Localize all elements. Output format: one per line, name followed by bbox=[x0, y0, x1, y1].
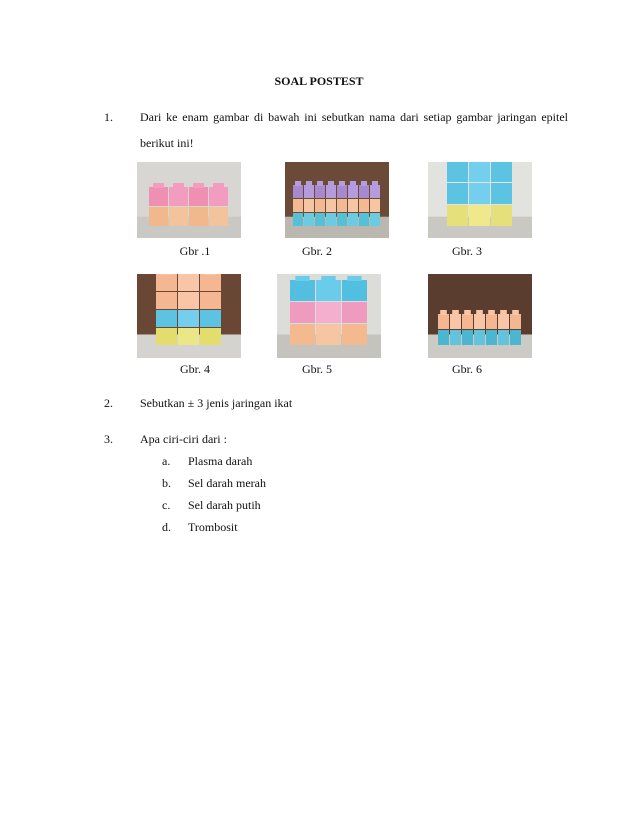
block-brick bbox=[304, 213, 314, 226]
block-brick bbox=[337, 213, 347, 226]
block-stud bbox=[204, 274, 216, 275]
sub-item-d-letter: d. bbox=[162, 520, 171, 534]
block-brick bbox=[469, 183, 490, 204]
block-stud bbox=[295, 181, 301, 186]
block-brick bbox=[169, 187, 188, 206]
block-brick bbox=[510, 330, 521, 345]
block-brick bbox=[315, 213, 325, 226]
page-title: SOAL POSTEST bbox=[274, 74, 364, 88]
block-stud bbox=[339, 181, 345, 186]
sub-item-b-text: Sel darah merah bbox=[188, 476, 266, 490]
sub-item-b-letter: b. bbox=[162, 476, 171, 490]
block-brick bbox=[293, 199, 303, 212]
sub-item-a-text: Plasma darah bbox=[188, 454, 253, 468]
block-brick bbox=[293, 185, 303, 198]
block-brick bbox=[293, 213, 303, 226]
block-brick bbox=[156, 310, 177, 327]
block-stud bbox=[306, 181, 312, 186]
question-1-text-line2: berikut ini! bbox=[140, 136, 194, 150]
block-brick bbox=[189, 207, 208, 226]
sub-item-a-letter: a. bbox=[162, 454, 171, 468]
question-2-text: Sebutkan ± 3 jenis jaringan ikat bbox=[140, 396, 293, 410]
block-brick bbox=[200, 328, 221, 345]
block-brick bbox=[178, 310, 199, 327]
block-brick bbox=[486, 330, 497, 345]
block-brick bbox=[447, 183, 468, 204]
question-1-number: 1. bbox=[104, 110, 113, 124]
block-stud bbox=[347, 276, 361, 281]
block-brick bbox=[290, 280, 315, 301]
block-brick bbox=[149, 207, 168, 226]
block-brick bbox=[450, 330, 461, 345]
block-brick bbox=[510, 314, 521, 329]
block-brick bbox=[359, 213, 369, 226]
block-stack-photo bbox=[137, 162, 241, 238]
sub-item-c-letter: c. bbox=[162, 498, 171, 512]
block-stud bbox=[452, 310, 459, 315]
block-stud bbox=[153, 183, 164, 188]
block-brick bbox=[315, 199, 325, 212]
block-brick bbox=[491, 205, 512, 226]
figure-2-image bbox=[285, 162, 389, 238]
block-brick bbox=[316, 324, 341, 345]
block-stud bbox=[361, 181, 367, 186]
block-stud bbox=[488, 310, 495, 315]
block-brick bbox=[498, 314, 509, 329]
block-brick bbox=[290, 324, 315, 345]
sub-item-d-text: Trombosit bbox=[188, 520, 238, 534]
question-3-number: 3. bbox=[104, 432, 113, 446]
block-brick bbox=[326, 185, 336, 198]
figure-3-caption: Gbr. 3 bbox=[452, 244, 482, 258]
block-brick bbox=[156, 274, 177, 291]
block-brick bbox=[370, 213, 380, 226]
block-brick bbox=[200, 310, 221, 327]
block-brick bbox=[348, 199, 358, 212]
block-brick bbox=[326, 199, 336, 212]
block-brick bbox=[438, 314, 449, 329]
block-brick bbox=[200, 274, 221, 291]
block-brick bbox=[149, 187, 168, 206]
figure-2-caption: Gbr. 2 bbox=[302, 244, 332, 258]
block-stud bbox=[464, 310, 471, 315]
block-brick bbox=[156, 328, 177, 345]
block-stud bbox=[476, 310, 483, 315]
block-stud bbox=[350, 181, 356, 186]
block-brick bbox=[447, 205, 468, 226]
block-brick bbox=[342, 302, 367, 323]
block-brick bbox=[209, 187, 228, 206]
block-brick bbox=[178, 328, 199, 345]
block-brick bbox=[462, 330, 473, 345]
block-brick bbox=[474, 314, 485, 329]
block-stud bbox=[328, 181, 334, 186]
block-brick bbox=[290, 302, 315, 323]
block-brick bbox=[178, 292, 199, 309]
figure-4-caption: Gbr. 4 bbox=[180, 362, 210, 376]
block-brick bbox=[474, 330, 485, 345]
figure-5-image bbox=[277, 274, 381, 358]
block-brick bbox=[469, 205, 490, 226]
block-brick bbox=[447, 162, 468, 182]
block-brick bbox=[486, 314, 497, 329]
figure-4-image bbox=[137, 274, 241, 358]
block-brick bbox=[450, 314, 461, 329]
figure-6-image bbox=[428, 274, 532, 358]
block-stud bbox=[500, 310, 507, 315]
block-stud bbox=[440, 310, 447, 315]
sub-item-c-text: Sel darah putih bbox=[188, 498, 261, 512]
figure-1-image bbox=[137, 162, 241, 238]
block-brick bbox=[156, 292, 177, 309]
block-brick bbox=[342, 280, 367, 301]
block-brick bbox=[178, 274, 199, 291]
block-stack-photo bbox=[137, 274, 241, 358]
block-brick bbox=[359, 199, 369, 212]
block-brick bbox=[189, 187, 208, 206]
block-brick bbox=[315, 185, 325, 198]
block-brick bbox=[326, 213, 336, 226]
block-brick bbox=[491, 162, 512, 182]
block-brick bbox=[200, 292, 221, 309]
block-stack-photo bbox=[285, 162, 389, 238]
block-stud bbox=[193, 183, 204, 188]
block-stud bbox=[182, 274, 194, 275]
block-brick bbox=[438, 330, 449, 345]
block-brick bbox=[469, 162, 490, 182]
question-1-text-line1: Dari ke enam gambar di bawah ini sebutkan nama dari setiap gambar jaringan epitel bbox=[140, 110, 568, 124]
block-brick bbox=[498, 330, 509, 345]
block-brick bbox=[304, 199, 314, 212]
block-stack-photo bbox=[428, 162, 532, 238]
block-stud bbox=[317, 181, 323, 186]
block-brick bbox=[342, 324, 367, 345]
block-brick bbox=[359, 185, 369, 198]
figure-1-caption: Gbr .1 bbox=[179, 244, 211, 258]
block-stud bbox=[372, 181, 378, 186]
block-brick bbox=[304, 185, 314, 198]
block-stud bbox=[321, 276, 335, 281]
block-brick bbox=[491, 183, 512, 204]
block-brick bbox=[169, 207, 188, 226]
block-brick bbox=[337, 199, 347, 212]
block-stud bbox=[512, 310, 519, 315]
block-stud bbox=[160, 274, 172, 275]
block-brick bbox=[462, 314, 473, 329]
block-brick bbox=[370, 199, 380, 212]
figure-6-caption: Gbr. 6 bbox=[452, 362, 482, 376]
block-stud bbox=[213, 183, 224, 188]
block-brick bbox=[316, 302, 341, 323]
block-brick bbox=[209, 207, 228, 226]
block-brick bbox=[370, 185, 380, 198]
block-stud bbox=[295, 276, 309, 281]
figure-3-image bbox=[428, 162, 532, 238]
block-brick bbox=[348, 213, 358, 226]
question-3-text: Apa ciri-ciri dari : bbox=[140, 432, 227, 446]
block-brick bbox=[337, 185, 347, 198]
block-brick bbox=[348, 185, 358, 198]
block-stack-photo bbox=[428, 274, 532, 358]
question-2-number: 2. bbox=[104, 396, 113, 410]
block-stack-photo bbox=[277, 274, 381, 358]
figure-5-caption: Gbr. 5 bbox=[302, 362, 332, 376]
block-brick bbox=[316, 280, 341, 301]
block-stud bbox=[173, 183, 184, 188]
